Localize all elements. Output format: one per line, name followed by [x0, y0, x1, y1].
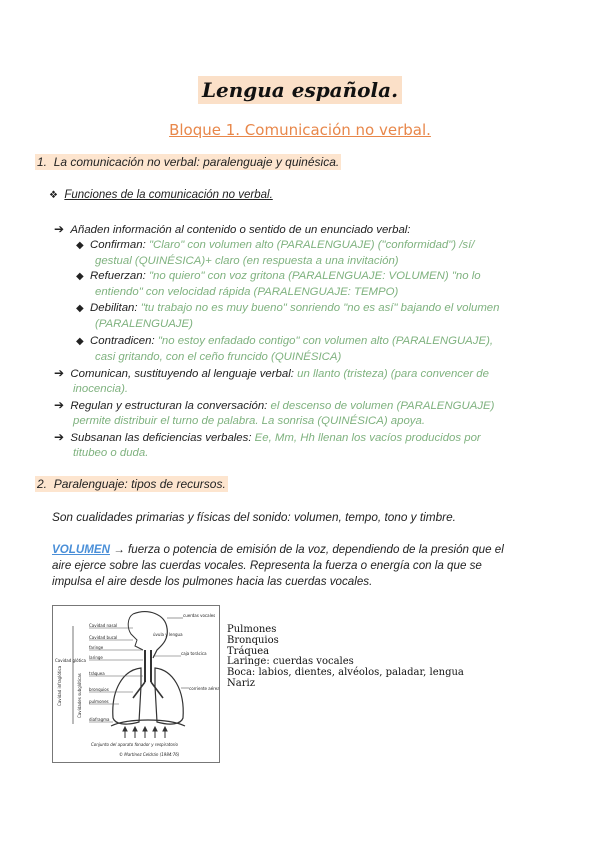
list-item-continuation: entiendo" con velocidad rápida (PARALENGUAJE: TEMPO) — [95, 286, 399, 298]
figure-label: tráquea — [89, 671, 105, 676]
legend-item: Pulmones — [227, 624, 277, 635]
list-item: ◆ Refuerzan: "no quiero" con voz gritona (PARALENGUAJE: VOLUMEN) "no lo — [76, 270, 481, 282]
bullet-icon: ❖ — [49, 190, 58, 201]
figure-label: faringe — [89, 645, 104, 650]
figure-credit: © Martínez Celdrán (1984:76) — [119, 752, 180, 757]
figure-legend — [227, 625, 464, 690]
list-item-continuation: permite distribuir el turno de palabra. La sonrisa (QUINÉSICA) apoya. — [73, 415, 426, 427]
figure-label: caja torácica — [181, 651, 207, 656]
legend-item: Boca: labios, dientes, alvéolos, paladar, lengua — [227, 667, 464, 679]
list-item: ◆ Contradicen: "no estoy enfadado contigo" con volumen alto (PARALENGUAJE), — [76, 335, 494, 347]
figure-label: bronquios — [89, 687, 109, 692]
list-item-continuation: gestual (QUINÉSICA)+ claro (en respuesta a una invitación) — [95, 255, 399, 267]
figure-caption: Conjunto del aparato fonador y respiratorio — [91, 742, 178, 747]
legend-item: Laringe: cuerdas vocales — [227, 656, 354, 668]
legend-item: Nariz — [227, 677, 255, 689]
volumen-term: VOLUMEN — [52, 543, 110, 556]
figure-label: diafragma — [89, 717, 110, 722]
volumen-paragraph-line: impulsa el aire desde los pulmones hacia las cuerdas vocales. — [52, 575, 373, 588]
figure-label: laringe — [89, 655, 103, 660]
volumen-paragraph-line: aire ejerce sobre las cuerdas vocales. Representa la fuerza o energía con la que se — [52, 559, 482, 572]
section-2-intro: Son cualidades primarias y físicas del sonido: volumen, tempo, tono y timbre. — [52, 510, 456, 524]
figure-label: Cavidad glótica — [55, 658, 86, 663]
vocal-apparatus-figure — [52, 605, 220, 763]
list-item: ➔ Comunican, sustituyendo al lenguaje verbal: un llanto (tristeza) (para convencer de — [54, 366, 489, 380]
list-item: ➔ Regulan y estructuran la conversación: el descenso de volumen (PARALENGUAJE) — [54, 398, 495, 412]
diamond-icon: ◆ — [76, 303, 84, 314]
right-arrow-icon: → — [113, 543, 125, 556]
arrow-icon: ➔ — [54, 430, 65, 444]
section-1-subheading: ❖ Funciones de la comunicación no verbal. — [49, 189, 273, 201]
diamond-icon: ◆ — [76, 240, 84, 251]
figure-label: Cavidad nasal — [89, 623, 118, 628]
figure-label: pulmones — [89, 699, 109, 704]
page-subtitle: Bloque 1. Comunicación no verbal. — [169, 121, 431, 139]
arrow-icon: ➔ — [54, 398, 65, 412]
figure-label: Cavidades subglóticas — [77, 673, 82, 718]
arrow-icon: ➔ — [54, 366, 65, 380]
legend-item: Bronquios — [227, 634, 279, 646]
list-item: ➔ Subsanan las deficiencias verbales: Ee, Mm, Hh llenan los vacíos producidos por — [54, 430, 481, 444]
list-item: ➔ Añaden información al contenido o sentido de un enunciado verbal: — [54, 222, 411, 236]
arrow-icon: ➔ — [54, 222, 65, 236]
section-2-heading: 2. Paralenguaje: tipos de recursos. — [37, 477, 226, 491]
section-1-heading: 1. La comunicación no verbal: paralenguaje y quinésica. — [37, 155, 340, 169]
diamond-icon: ◆ — [76, 336, 84, 347]
volumen-paragraph: VOLUMEN → fuerza o potencia de emisión de la voz, dependiendo de la presión que el — [52, 543, 504, 556]
list-item: ◆ Confirman: "Claro" con volumen alto (PARALENGUAJE) ("conformidad") /sí/ — [76, 239, 475, 251]
figure-label: cuerdas vocales — [183, 613, 216, 618]
legend-item: Tráquea — [227, 645, 270, 657]
figure-label: Cavidad bucal — [89, 635, 118, 640]
diamond-icon: ◆ — [76, 271, 84, 282]
page-title: Lengua española. — [0, 78, 600, 102]
list-item-continuation: inocencia). — [73, 383, 129, 395]
list-item-continuation: (PARALENGUAJE) — [95, 318, 193, 330]
respiratory-diagram — [53, 606, 219, 762]
figure-label: úvula y lengua — [153, 632, 183, 637]
figure-label: Cavidad infraglótica — [57, 665, 62, 706]
figure-label: corriente aérea — [189, 686, 219, 691]
list-item-continuation: titubeo o duda. — [73, 447, 149, 459]
list-item-continuation: casi gritando, con el ceño fruncido (QUINÉSICA) — [95, 351, 342, 363]
list-item: ◆ Debilitan: "tu trabajo no es muy bueno" sonriendo "no es así" bajando el volumen — [76, 302, 500, 314]
